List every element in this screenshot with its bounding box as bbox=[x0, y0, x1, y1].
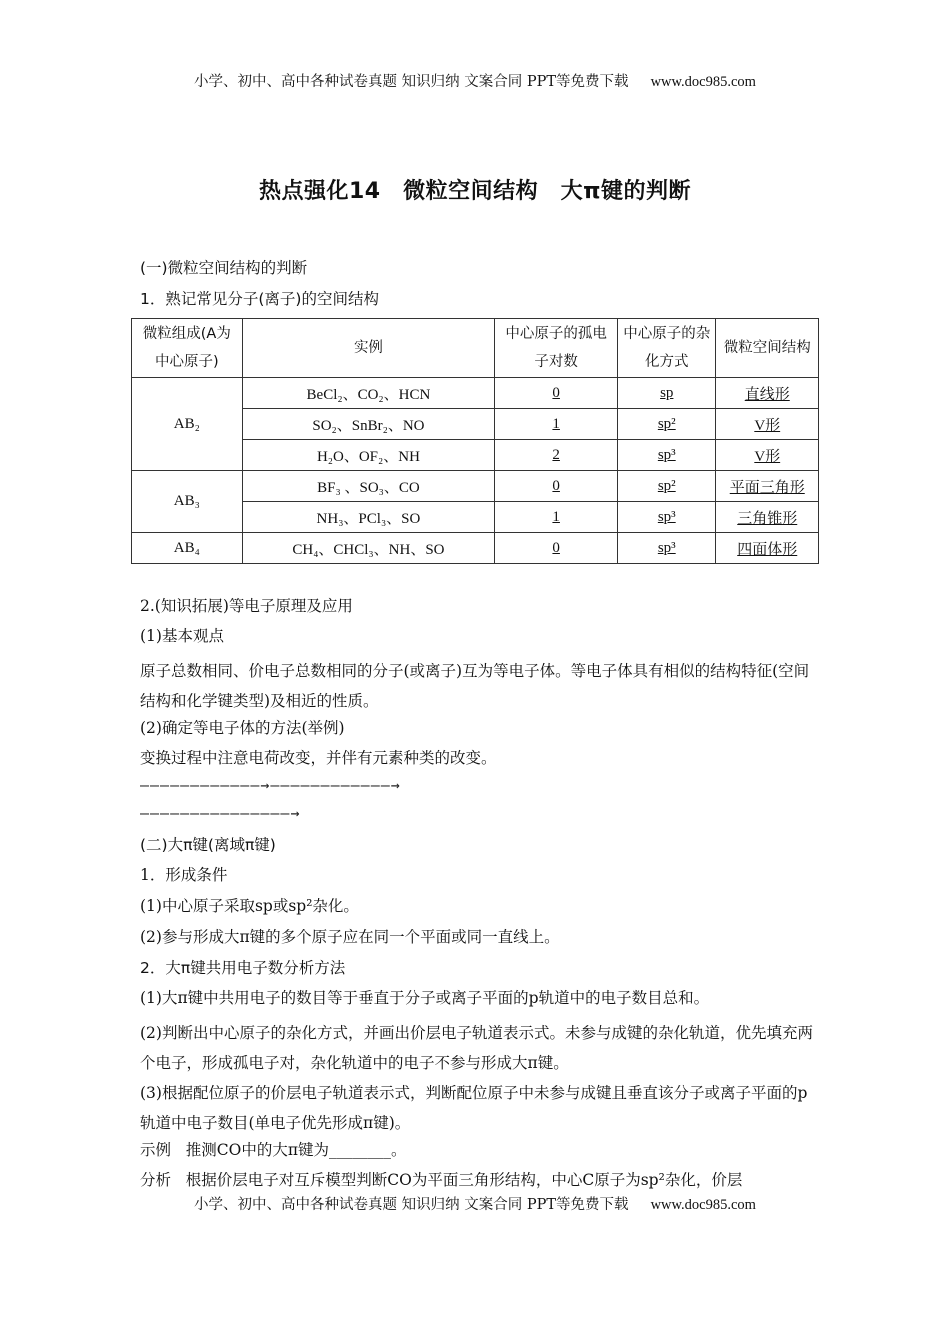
th-lone-pairs: 中心原子的孤电子对数 bbox=[495, 319, 618, 378]
structure-table bbox=[131, 318, 819, 564]
row-lone: 1 bbox=[552, 508, 560, 525]
row-hyb: sp³ bbox=[657, 508, 676, 525]
arrow-line-1: ————————————→————————————→ bbox=[140, 776, 401, 794]
row-hyb: sp² bbox=[657, 477, 676, 494]
row-shape: 四面体形 bbox=[737, 541, 798, 558]
row-shape: 平面三角形 bbox=[729, 479, 805, 496]
condition-1: (1)中心原子采取sp或sp²杂化。 bbox=[140, 897, 359, 915]
method-3: (3)根据配位原子的价层电子轨道表示式，判断配位原子中未参与成键且垂直该分子或离子平面的p轨道中电子数目(单电子优先形成π键)。 bbox=[140, 1084, 808, 1132]
row-examples: SO₂、SnBr₂、NO bbox=[242, 409, 495, 440]
row-hyb: sp³ bbox=[657, 446, 676, 463]
section2-item1: 1．形成条件 bbox=[140, 866, 228, 884]
section1-item1: 1．熟记常见分子(离子)的空间结构 bbox=[140, 290, 379, 308]
row-shape: V形 bbox=[754, 417, 781, 434]
section1-para2: 变换过程中注意电荷改变，并伴有元素种类的改变。 bbox=[140, 749, 497, 767]
section1-heading: (一)微粒空间结构的判断 bbox=[140, 259, 308, 277]
row-lone: 0 bbox=[552, 384, 560, 401]
row-hyb: sp bbox=[660, 384, 674, 401]
row-lone: 1 bbox=[552, 415, 560, 432]
row-lone: 2 bbox=[552, 446, 560, 463]
group-ab2: AB₂ bbox=[132, 378, 243, 471]
analysis-line bbox=[140, 1170, 820, 1190]
method-1: (1)大π键中共用电子的数目等于垂直于分子或离子平面的p轨道中的电子数目总和。 bbox=[140, 989, 710, 1007]
example-line bbox=[140, 1140, 820, 1160]
footer-text: 小学、初中、高中各种试卷真题 知识归纳 文案合同 PPT等免费下载 bbox=[194, 1197, 629, 1213]
example-text: 推测CO中的大π键为________。 bbox=[185, 1141, 407, 1159]
row-examples: NH₃、PCl₃、SO bbox=[242, 502, 495, 533]
analysis-text: 根据价层电子对互斥模型判断CO为平面三角形结构，中心C原子为sp²杂化，价层 bbox=[185, 1171, 743, 1189]
group-ab3: AB₃ bbox=[132, 471, 243, 533]
row-hyb: sp² bbox=[657, 415, 676, 432]
arrow-line-2: ———————————————→ bbox=[140, 804, 301, 822]
section1-sub1: (1)基本观点 bbox=[140, 627, 224, 645]
method-2: (2)判断出中心原子的杂化方式，并画出价层电子轨道表示式。未参与成键的杂化轨道，优先填充两个电子，形成孤电子对，杂化轨道中的电子不参与形成大π键。 bbox=[140, 1024, 813, 1072]
row-examples: CH₄、CHCl₃、NH、SO bbox=[242, 533, 495, 564]
row-examples: H₂O、OF₂、NH bbox=[242, 440, 495, 471]
page-header bbox=[0, 70, 950, 91]
th-shape: 微粒空间结构 bbox=[716, 319, 819, 378]
header-url[interactable]: www.doc985.com bbox=[650, 74, 756, 90]
row-lone: 0 bbox=[552, 539, 560, 556]
section1-para1: 原子总数相同、价电子总数相同的分子(或离子)互为等电子体。等电子体具有相似的结构特征(空间结构和化学键类型)及相近的性质。 bbox=[140, 662, 810, 710]
example-label: 示例 bbox=[140, 1141, 172, 1159]
row-hyb: sp³ bbox=[657, 539, 676, 556]
section1-sub2: (2)确定等电子体的方法(举例) bbox=[140, 719, 345, 737]
row-lone: 0 bbox=[552, 477, 560, 494]
analysis-label: 分析 bbox=[140, 1171, 172, 1189]
page-title: 热点强化14 微粒空间结构 大π键的判断 bbox=[258, 179, 692, 204]
th-composition: 微粒组成(A为中心原子) bbox=[132, 319, 243, 378]
row-shape: 直线形 bbox=[744, 386, 790, 403]
row-shape: 三角锥形 bbox=[737, 510, 798, 527]
row-shape: V形 bbox=[754, 448, 781, 465]
row-examples: BeCl₂、CO₂、HCN bbox=[242, 378, 495, 409]
row-examples: BF₃ 、SO₃、CO bbox=[242, 471, 495, 502]
th-hybridization: 中心原子的杂化方式 bbox=[618, 319, 716, 378]
section2-heading: (二)大π键(离域π键) bbox=[140, 836, 276, 854]
condition-2: (2)参与形成大π键的多个原子应在同一个平面或同一直线上。 bbox=[140, 928, 560, 946]
header-text: 小学、初中、高中各种试卷真题 知识归纳 文案合同 PPT等免费下载 bbox=[194, 74, 629, 90]
page-footer bbox=[0, 1193, 950, 1214]
section2-item2: 2．大π键共用电子数分析方法 bbox=[140, 959, 346, 977]
section1-item2: 2.(知识拓展)等电子原理及应用 bbox=[140, 597, 353, 615]
group-ab4: AB₄ bbox=[132, 533, 243, 564]
footer-url[interactable]: www.doc985.com bbox=[650, 1197, 756, 1213]
th-examples: 实例 bbox=[242, 319, 495, 378]
